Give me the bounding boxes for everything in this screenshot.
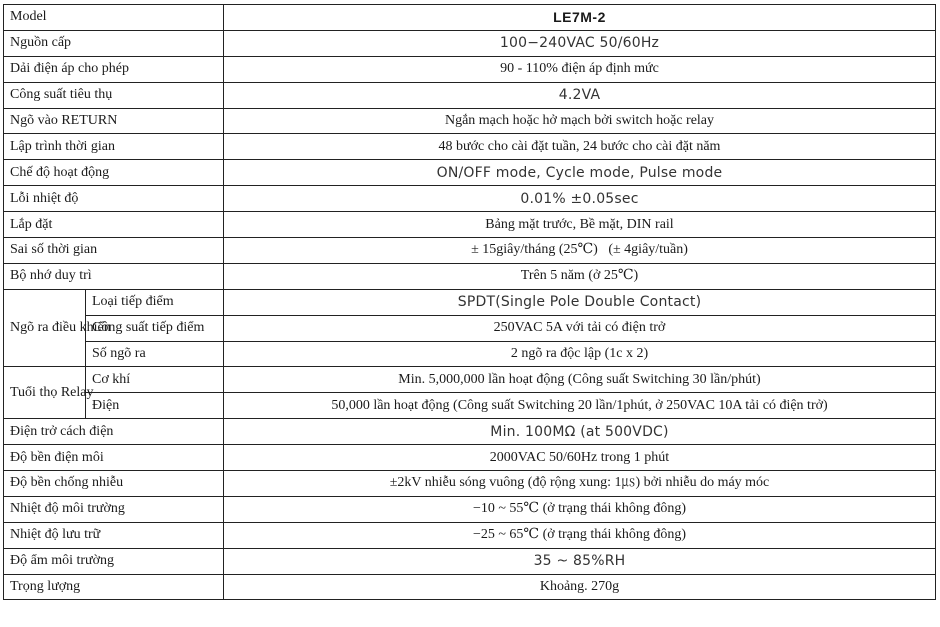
spec-label: Độ bền chống nhiễu (4, 471, 224, 497)
spec-value: Min. 5,000,000 lần hoạt động (Công suất Switching 30 lần/phút) (224, 367, 936, 393)
spec-row-power-consumption (4, 82, 936, 108)
spec-row-relay-mechanical (4, 367, 936, 393)
spec-row-power-supply (4, 30, 936, 56)
spec-label: Lắp đặt (4, 212, 224, 238)
group-label-control-output: Ngõ ra điều khiển (4, 289, 86, 367)
spec-row-return-input (4, 108, 936, 134)
spec-label: Ngõ vào RETURN (4, 108, 224, 134)
spec-label: Bộ nhớ duy trì (4, 263, 224, 289)
spec-row-memory-retention (4, 263, 936, 289)
spec-sublabel: Số ngõ ra (86, 341, 224, 367)
spec-row-weight (4, 574, 936, 600)
spec-value: 0.01% ±0.05sec (224, 186, 936, 212)
spec-row-output-count (4, 341, 936, 367)
spec-row-temperature-error (4, 186, 936, 212)
spec-row-voltage-range (4, 56, 936, 82)
spec-sublabel: Cơ khí (86, 367, 224, 393)
spec-value: 4.2VA (224, 82, 936, 108)
spec-row-contact-type (4, 289, 936, 315)
spec-row-operation-mode (4, 160, 936, 186)
spec-label: Sai số thời gian (4, 238, 224, 264)
spec-value: −10 ~ 55℃ (ở trạng thái không đông) (224, 496, 936, 522)
spec-value: 250VAC 5A với tải có điện trở (224, 315, 936, 341)
spec-label: Dải điện áp cho phép (4, 56, 224, 82)
spec-row-ambient-temp (4, 496, 936, 522)
spec-label: Điện trở cách điện (4, 419, 224, 445)
spec-value: Ngắn mạch hoặc hở mạch bởi switch hoặc relay (224, 108, 936, 134)
spec-label: Độ bền điện môi (4, 445, 224, 471)
spec-row-model (4, 5, 936, 31)
spec-value: 50,000 lần hoạt động (Công suất Switching 20 lần/1phút, ở 250VAC 10A tải có điện trở) (224, 393, 936, 419)
spec-value: SPDT(Single Pole Double Contact) (224, 289, 936, 315)
spec-sublabel: Công suất tiếp điểm (86, 315, 224, 341)
spec-table (3, 4, 936, 600)
spec-row-relay-electrical (4, 393, 936, 419)
spec-label: Lập trình thời gian (4, 134, 224, 160)
spec-row-storage-temp (4, 522, 936, 548)
spec-label: Công suất tiêu thụ (4, 82, 224, 108)
spec-row-time-error (4, 238, 936, 264)
spec-sublabel: Loại tiếp điểm (86, 289, 224, 315)
spec-label: Nguồn cấp (4, 30, 224, 56)
spec-label: Nhiệt độ lưu trữ (4, 522, 224, 548)
spec-label: Độ ẩm môi trường (4, 548, 224, 574)
spec-sublabel: Điện (86, 393, 224, 419)
spec-row-contact-capacity (4, 315, 936, 341)
spec-value: ±2kV nhiễu sóng vuông (độ rộng xung: 1㎲) bởi nhiễu do máy móc (224, 471, 936, 497)
spec-value: 100−240VAC 50/60Hz (224, 30, 936, 56)
spec-label: Chế độ hoạt động (4, 160, 224, 186)
spec-label: Lỗi nhiệt độ (4, 186, 224, 212)
model-value: LE7M-2 (224, 5, 936, 31)
spec-value: Khoảng. 270g (224, 574, 936, 600)
spec-value: 48 bước cho cài đặt tuần, 24 bước cho cài đặt năm (224, 134, 936, 160)
spec-row-noise-immunity (4, 471, 936, 497)
spec-label: Trọng lượng (4, 574, 224, 600)
spec-value: −25 ~ 65℃ (ở trạng thái không đông) (224, 522, 936, 548)
spec-value: 90 - 110% điện áp định mức (224, 56, 936, 82)
spec-value: ON/OFF mode, Cycle mode, Pulse mode (224, 160, 936, 186)
spec-label: Nhiệt độ môi trường (4, 496, 224, 522)
spec-row-humidity (4, 548, 936, 574)
spec-row-programming (4, 134, 936, 160)
group-label-relay-life: Tuổi thọ Relay (4, 367, 86, 419)
spec-row-insulation (4, 419, 936, 445)
spec-row-dielectric (4, 445, 936, 471)
spec-value: Min. 100MΩ (at 500VDC) (224, 419, 936, 445)
spec-value: Bảng mặt trước, Bề mặt, DIN rail (224, 212, 936, 238)
spec-value: ± 15giây/tháng (25℃) (± 4giây/tuần) (224, 238, 936, 264)
spec-value: 35 ~ 85%RH (224, 548, 936, 574)
spec-value: Trên 5 năm (ở 25℃) (224, 263, 936, 289)
spec-value: 2000VAC 50/60Hz trong 1 phút (224, 445, 936, 471)
spec-label: Model (4, 5, 224, 31)
spec-value: 2 ngõ ra độc lập (1c x 2) (224, 341, 936, 367)
spec-row-mounting (4, 212, 936, 238)
